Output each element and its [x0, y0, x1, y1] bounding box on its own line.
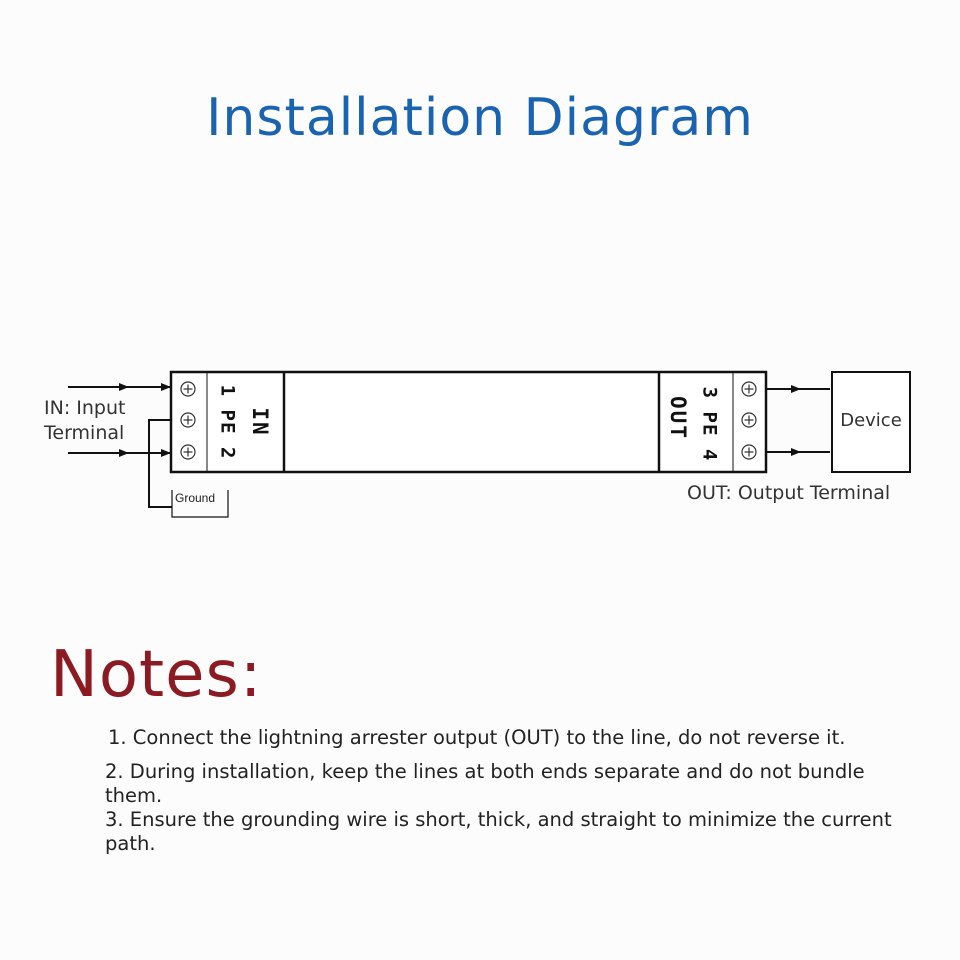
out-module-label: OUT — [666, 396, 690, 440]
ground-label: Ground — [175, 491, 216, 505]
in-label-line1: IN: Input — [44, 397, 126, 419]
screw-terminal-icon — [742, 413, 756, 427]
screw-terminal-icon — [181, 445, 195, 459]
out-terminals-label: 3 PE 4 — [698, 386, 721, 462]
output-wires — [766, 389, 830, 452]
page-title: Installation Diagram — [206, 88, 754, 148]
note-item-2: 2. During installation, keep the lines at both ends separate and do not bundle them. — [105, 760, 865, 807]
in-terminals-label: 1 PE 2 — [216, 384, 239, 460]
screw-terminal-icon — [742, 445, 756, 459]
notes-heading: Notes: — [50, 638, 263, 712]
note-item-1: 1. Connect the lightning arrester output (OUT) to the line, do not reverse it. — [108, 726, 846, 749]
screw-terminal-icon — [181, 382, 195, 396]
out-label: OUT: Output Terminal — [687, 482, 891, 504]
in-module-label: IN — [248, 407, 272, 437]
device-label: Device — [840, 410, 902, 431]
screw-terminal-icon — [742, 382, 756, 396]
screw-terminal-icon — [181, 413, 195, 427]
in-screw-terminals — [181, 382, 195, 459]
note-item-3: 3. Ensure the grounding wire is short, thick, and straight to minimize the current path. — [105, 808, 892, 855]
in-label-line2: Terminal — [44, 422, 125, 444]
out-screw-terminals — [742, 382, 756, 459]
